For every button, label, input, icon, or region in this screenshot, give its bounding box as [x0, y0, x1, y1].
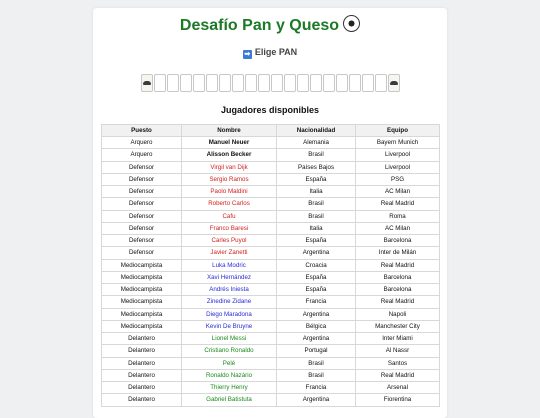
cell-position: Defensor	[102, 247, 182, 259]
cell-player-name[interactable]: Carles Puyol	[182, 235, 277, 247]
cell-nationality: Argentina	[277, 308, 356, 320]
table-row[interactable]	[102, 247, 440, 259]
soccer-ball-icon	[343, 15, 360, 32]
board-cell[interactable]	[245, 74, 257, 92]
cell-player-name[interactable]: Paolo Maldini	[182, 186, 277, 198]
cell-nationality: Croacia	[277, 259, 356, 271]
cell-nationality: Brasil	[277, 210, 356, 222]
column-header-name: Nombre	[182, 125, 277, 137]
board-cell[interactable]	[206, 74, 218, 92]
board-cell[interactable]	[154, 74, 166, 92]
cell-nationality: Alemania	[277, 137, 356, 149]
table-row[interactable]	[102, 369, 440, 381]
table-row[interactable]	[102, 222, 440, 234]
cell-player-name[interactable]: Luka Modric	[182, 259, 277, 271]
cell-team: Bayern Munich	[356, 137, 440, 149]
cell-nationality: Portugal	[277, 345, 356, 357]
table-row[interactable]	[102, 198, 440, 210]
cell-player-name[interactable]: Lionel Messi	[182, 333, 277, 345]
cell-player-name[interactable]: Thierry Henry	[182, 382, 277, 394]
cell-nationality: Brasil	[277, 149, 356, 161]
cell-nationality: Argentina	[277, 333, 356, 345]
column-header-position: Puesto	[102, 125, 182, 137]
table-row[interactable]	[102, 173, 440, 185]
cell-position: Mediocampista	[102, 259, 182, 271]
cell-nationality: Brasil	[277, 357, 356, 369]
cell-team: Arsenal	[356, 382, 440, 394]
table-row[interactable]	[102, 320, 440, 332]
cell-player-name[interactable]: Cristiano Ronaldo	[182, 345, 277, 357]
table-row[interactable]	[102, 308, 440, 320]
cell-team: Fiorentina	[356, 394, 440, 406]
cell-team: Barcelona	[356, 284, 440, 296]
cell-team: Real Madrid	[356, 296, 440, 308]
table-row[interactable]	[102, 271, 440, 283]
cell-nationality: Italia	[277, 186, 356, 198]
board-cell[interactable]	[180, 74, 192, 92]
cell-nationality: Italia	[277, 222, 356, 234]
cell-player-name[interactable]: Kevin De Bruyne	[182, 320, 277, 332]
cell-team: AC Milan	[356, 186, 440, 198]
cell-position: Mediocampista	[102, 308, 182, 320]
cell-team: Manchester City	[356, 320, 440, 332]
arrow-right-icon: ➡	[244, 51, 251, 58]
cell-player-name[interactable]: Gabriel Batistuta	[182, 394, 277, 406]
board-cell[interactable]	[349, 74, 361, 92]
cell-team: Roma	[356, 210, 440, 222]
board-cell[interactable]	[388, 74, 400, 92]
cell-position: Mediocampista	[102, 284, 182, 296]
cell-player-name[interactable]: Xavi Hernández	[182, 271, 277, 283]
cell-position: Defensor	[102, 198, 182, 210]
cell-nationality: Bélgica	[277, 320, 356, 332]
table-row[interactable]	[102, 210, 440, 222]
board-cell[interactable]	[323, 74, 335, 92]
board-cell[interactable]	[310, 74, 322, 92]
board-cell[interactable]	[141, 74, 153, 92]
cell-team: Al Nassr	[356, 345, 440, 357]
bread-piece-icon	[143, 81, 151, 85]
table-row[interactable]	[102, 235, 440, 247]
cell-position: Delantero	[102, 333, 182, 345]
cell-position: Delantero	[102, 394, 182, 406]
cell-nationality: España	[277, 284, 356, 296]
cell-player-name[interactable]: Manuel Neuer	[182, 137, 277, 149]
cell-team: Liverpool	[356, 161, 440, 173]
cell-player-name[interactable]: Alisson Becker	[182, 149, 277, 161]
cell-position: Delantero	[102, 345, 182, 357]
board-cell[interactable]	[193, 74, 205, 92]
players-table-body	[102, 137, 440, 407]
cell-player-name[interactable]: Javier Zanetti	[182, 247, 277, 259]
page-title	[93, 15, 447, 36]
turn-text: Elige PAN	[254, 47, 298, 57]
cell-nationality: España	[277, 235, 356, 247]
cheese-piece-icon	[390, 81, 398, 85]
game-board	[141, 74, 400, 92]
column-header-nationality: Nacionalidad	[277, 125, 356, 137]
cell-team: Inter de Milán	[356, 247, 440, 259]
cell-position: Defensor	[102, 210, 182, 222]
cell-team: Napoli	[356, 308, 440, 320]
cell-position: Defensor	[102, 173, 182, 185]
table-row[interactable]	[102, 149, 440, 161]
table-row[interactable]	[102, 394, 440, 406]
cell-team: Inter Miami	[356, 333, 440, 345]
players-table	[101, 124, 440, 407]
cell-team: Real Madrid	[356, 198, 440, 210]
cell-player-name[interactable]: Andrés Iniesta	[182, 284, 277, 296]
cell-nationality: España	[277, 271, 356, 283]
turn-indicator	[93, 47, 447, 59]
cell-team: Real Madrid	[356, 369, 440, 381]
cell-team: AC Milan	[356, 222, 440, 234]
board-cell[interactable]	[167, 74, 179, 92]
cell-position: Delantero	[102, 357, 182, 369]
cell-position: Arquero	[102, 137, 182, 149]
game-card	[93, 8, 447, 418]
cell-position: Delantero	[102, 382, 182, 394]
table-row[interactable]	[102, 296, 440, 308]
cell-position: Defensor	[102, 222, 182, 234]
board-cell[interactable]	[271, 74, 283, 92]
cell-nationality: Francia	[277, 382, 356, 394]
cell-player-name[interactable]: Pelé	[182, 357, 277, 369]
table-row[interactable]	[102, 137, 440, 149]
cell-team: Real Madrid	[356, 259, 440, 271]
table-row[interactable]	[102, 345, 440, 357]
cell-team: PSG	[356, 173, 440, 185]
cell-nationality: Brasil	[277, 198, 356, 210]
cell-position: Arquero	[102, 149, 182, 161]
cell-position: Mediocampista	[102, 296, 182, 308]
table-row[interactable]	[102, 284, 440, 296]
cell-position: Mediocampista	[102, 320, 182, 332]
cell-player-name[interactable]: Cafu	[182, 210, 277, 222]
cell-nationality: Brasil	[277, 369, 356, 381]
cell-position: Delantero	[102, 369, 182, 381]
table-row[interactable]	[102, 259, 440, 271]
players-section-title: Jugadores disponibles	[220, 105, 320, 115]
cell-team: Barcelona	[356, 235, 440, 247]
board-cell[interactable]	[362, 74, 374, 92]
cell-player-name[interactable]: Ronaldo Nazário	[182, 369, 277, 381]
table-row[interactable]	[102, 333, 440, 345]
cell-nationality: Francia	[277, 296, 356, 308]
board-cell[interactable]	[258, 74, 270, 92]
board-cell[interactable]	[336, 74, 348, 92]
page-title-text: Desafío Pan y Queso	[179, 17, 340, 34]
board-cell[interactable]	[232, 74, 244, 92]
table-row[interactable]	[102, 161, 440, 173]
cell-team: Barcelona	[356, 271, 440, 283]
table-row[interactable]	[102, 382, 440, 394]
board-cell[interactable]	[284, 74, 296, 92]
cell-nationality: Países Bajos	[277, 161, 356, 173]
cell-player-name[interactable]: Zinedine Zidane	[182, 296, 277, 308]
column-header-team: Equipo	[356, 125, 440, 137]
cell-team: Santos	[356, 357, 440, 369]
board-cell[interactable]	[375, 74, 387, 92]
cell-player-name[interactable]: Virgil van Dijk	[182, 161, 277, 173]
cell-player-name[interactable]: Sergio Ramos	[182, 173, 277, 185]
cell-nationality: Argentina	[277, 247, 356, 259]
cell-player-name[interactable]: Roberto Carlos	[182, 198, 277, 210]
table-header-row	[102, 125, 440, 137]
cell-player-name[interactable]: Franco Baresi	[182, 222, 277, 234]
table-row[interactable]	[102, 186, 440, 198]
cell-nationality: Argentina	[277, 394, 356, 406]
cell-position: Defensor	[102, 235, 182, 247]
board-cell[interactable]	[219, 74, 231, 92]
cell-position: Defensor	[102, 186, 182, 198]
table-row[interactable]	[102, 357, 440, 369]
board-cell[interactable]	[297, 74, 309, 92]
cell-position: Mediocampista	[102, 271, 182, 283]
cell-nationality: España	[277, 173, 356, 185]
cell-team: Liverpool	[356, 149, 440, 161]
cell-position: Defensor	[102, 161, 182, 173]
cell-player-name[interactable]: Diego Maradona	[182, 308, 277, 320]
